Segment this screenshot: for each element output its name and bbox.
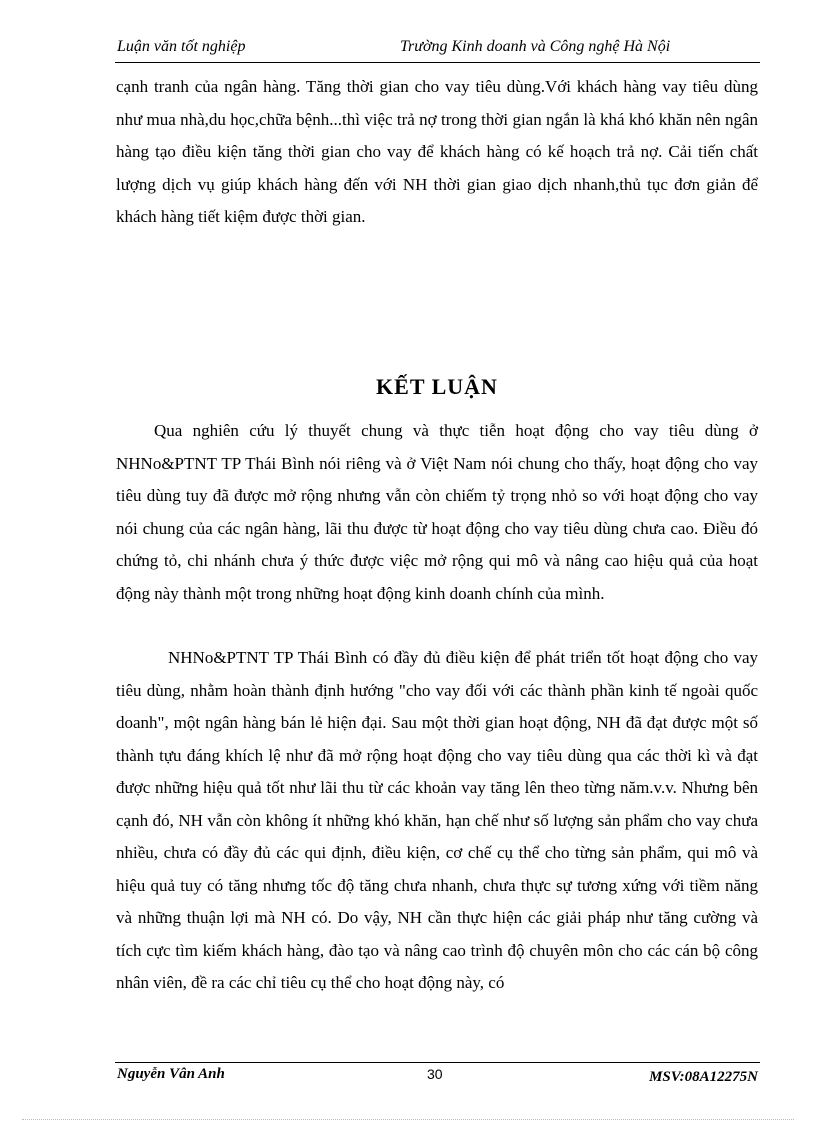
body-paragraph-2: Qua nghiên cứu lý thuyết chung và thực tiễn hoạt động cho vay tiêu dùng ở NHNo&PTNT TP Thái Bình nói riêng và ở Việt Nam nói chung cho thấy, hoạt động cho vay tiêu dùng tuy đã được mở rộng nhưng vẫn còn chiếm tỷ trọng nhỏ so với hoạt động cho vay nói chung của các ngân hàng, lãi thu được từ hoạt động cho vay tiêu dùng chưa cao. Điều đó chứng tỏ, chi nhánh chưa ý thức được việc mở rộng qui mô và nâng cao hiệu quả của hoạt động này thành một trong những hoạt động kinh doanh chính của mình. (116, 421, 758, 603)
section-title: KẾT LUẬN (376, 374, 498, 399)
page-header (115, 38, 760, 63)
footer-author: Nguyễn Vân Anh (117, 1066, 225, 1082)
footer-page-number: 30 (427, 1066, 443, 1082)
body-paragraph-3: NHNo&PTNT TP Thái Bình có đầy đủ điều kiện để phát triển tốt hoạt động cho vay tiêu dùng, nhằm hoàn thành định hướng "cho vay đối với các thành phần kinh tế ngoài quốc doanh", một ngân hàng bán lẻ hiện đại. Sau một thời gian hoạt động, NH đã đạt được một số thành tựu đáng khích lệ như đã mở rộng hoạt động cho vay tiêu dùng qua các thời kì và đạt được những hiệu quả tốt như lãi thu từ các khoản vay tăng lên theo từng năm.v.v. Nhưng bên cạnh đó, NH vẫn còn không ít những khó khăn, hạn chế như số lượng sản phẩm cho vay chưa nhiều, chưa có đầy đủ các qui định, điều kiện, cơ chế cụ thể cho từng sản phẩm, qui mô và hiệu quả tuy có tăng nhưng tốc độ tăng chưa nhanh, chưa thực sự tương xứng với tiềm năng và những thuận lợi mà NH có. Do vậy, NH cần thực hiện các giải pháp như tăng cường và tích cực tìm kiếm khách hàng, đào tạo và nâng cao trình độ chuyên môn cho các cán bộ công nhân viên, đề ra các chỉ tiêu cụ thể cho hoạt động này, có (116, 648, 758, 992)
page-footer (115, 1066, 760, 1088)
header-school-name: Trường Kinh doanh và Công nghệ Hà Nội (400, 38, 671, 55)
footer-student-id: MSV:08A12275N (649, 1069, 758, 1085)
page-bottom-edge (22, 1119, 794, 1120)
body-paragraph-1: cạnh tranh của ngân hàng. Tăng thời gian cho vay tiêu dùng.Với khách hàng vay tiêu dùng như mua nhà,du học,chữa bệnh...thì việc trả nợ trong thời gian ngắn là khá khó khăn nên ngân hàng tạo điều kiện tăng thời gian cho vay để khách hàng có kế hoạch trả nợ. Cải tiến chất lượng dịch vụ giúp khách hàng đến với NH thời gian giao dịch nhanh,thủ tục đơn giản để khách hàng tiết kiệm được thời gian. (116, 77, 758, 226)
header-thesis-label: Luận văn tốt nghiệp (117, 38, 246, 55)
footer-divider (115, 1062, 760, 1063)
